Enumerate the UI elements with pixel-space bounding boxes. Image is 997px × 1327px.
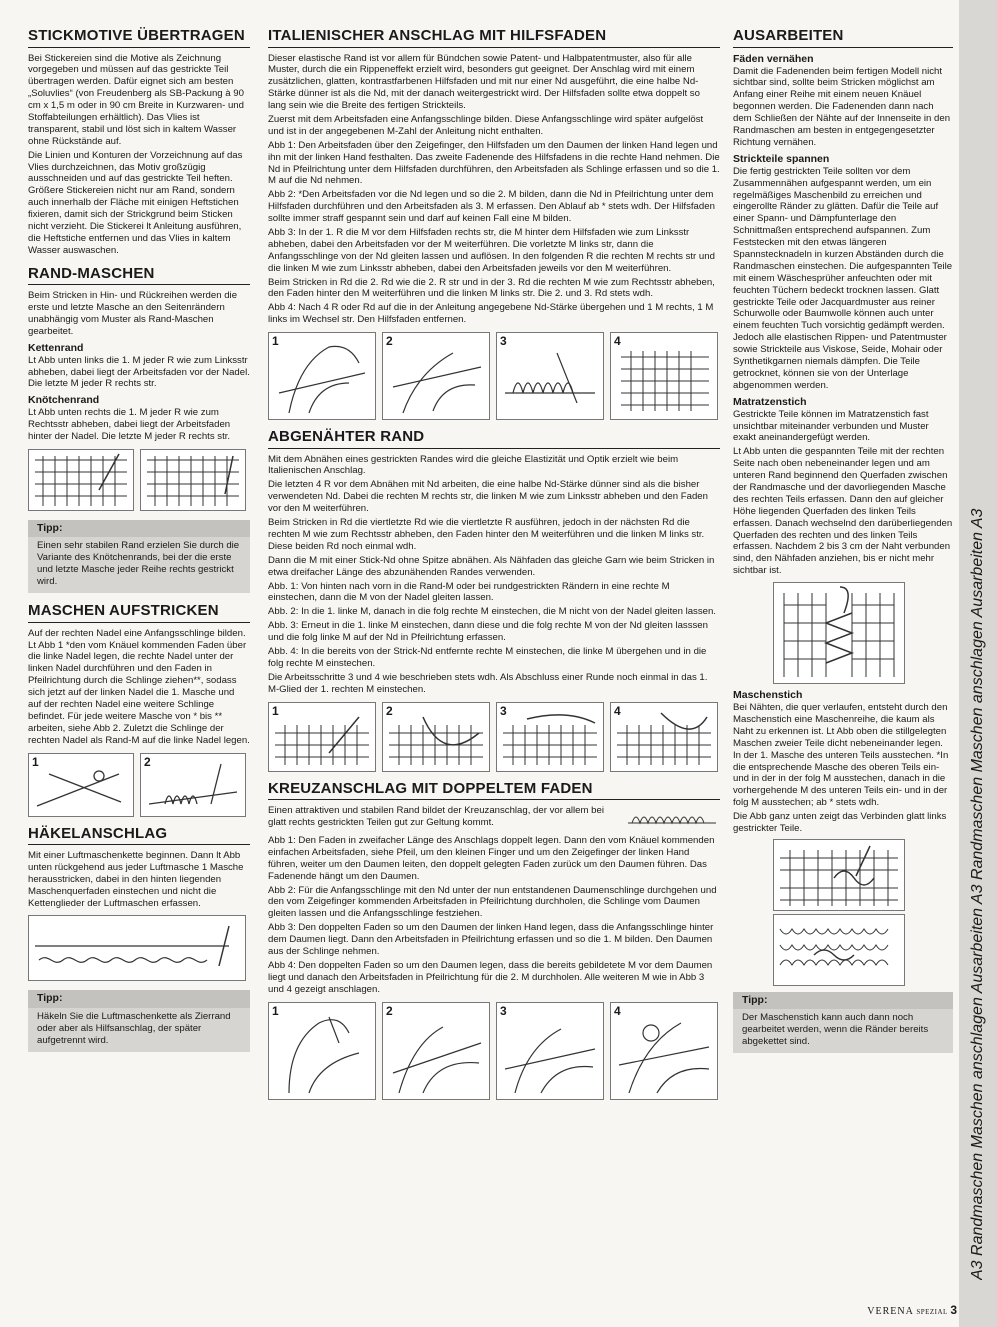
illustration-kreuz-3	[496, 1002, 604, 1100]
paragraph: Lt Abb unten rechts die 1. M jeder R wie zum Rechtsstr abheben, dabei liegt der Arbeitsfaden hinter der Nadel. Die letzte M jeder R rechts str.	[28, 407, 231, 443]
figure-number: 2	[144, 754, 151, 769]
heading-haekelanschlag: HÄKELANSCHLAG	[28, 826, 250, 846]
illustration-maschenstich-1	[773, 839, 905, 911]
paragraph: Abb. 4: In die bereits von der Strick-Nd entfernte rechte M einstechen, die linke M übergehen und in die folg rechte M einstechen.	[268, 645, 707, 669]
paragraph: Abb 2: Für die Anfangsschlinge mit den Nd unter der nun entstandenen Daumenschlinge durchgehen und den vom Zeigefinger kommenden Arbeitsfaden in Pfeilrichtung durchholen, die Schlinge vom Daumen gleiten lassen und die Anfangsschlinge festziehen.	[268, 884, 717, 920]
figure-number: 4	[614, 334, 621, 349]
illustration-italienisch-1	[268, 332, 376, 420]
figure-number: 4	[614, 1003, 621, 1018]
section-stickmotive	[28, 28, 250, 257]
subheading-kettenrand: Kettenrand	[28, 341, 84, 354]
paragraph: Bei Stickereien sind die Motive als Zeichnung vorgegeben und müssen auf das gestrickte Teil übertragen werden. Dafür eignet sich am besten „Soluvlies“ (von Freudenberg als SB-Packung à 90 cm x 1,5 m oder in 90 cm Breite in Kurzwaren- und Stoffabteilungen erhältlich). Das Vlies ist transparent, stabil und löst sich in kaltem Wasser ohne Rückstände auf.	[28, 52, 244, 147]
figure-row-italienisch	[268, 332, 720, 420]
paragraph: Beim Stricken in Rd die viertletzte Rd wie die viertletzte R ausführen, jedoch in der nächsten Rd die rechten M wie zum Rechtsstr abheben, den Faden hinter den M weiterführen und die linken M links str. Diese beiden Rd noch einmal wdh.	[268, 517, 705, 552]
paragraph: Abb 1: Den Faden in zweifacher Länge des Anschlags doppelt legen. Dann den vom Knäuel kommenden einfachen Arbeitsfaden, siehe Pfeil, um den kleinen Finger und um den Zeigefinger der linken Hand führen, weiter um den Daumen leiten, den doppelt gelegten Faden zurück um den Daumen führen. Das Fadenende hängt um den Daumen.	[268, 835, 715, 882]
paragraph: Lt Abb unten links die 1. M jeder R wie zum Linksstr abheben, dabei liegt der Arbeitsfaden vor der Nadel. Die letzte M jeder R rechts str.	[28, 354, 250, 390]
paragraph: Abb 4: Nach 4 R oder Rd auf die in der Anleitung angegebene Nd-Stärke übergehen und 1 M rechts, 1 M links im Wechsel str. Den Hilfsfaden entfernen.	[268, 302, 714, 326]
illustration-abgenaeht-3	[496, 702, 604, 772]
heading-rand-maschen: RAND-MASCHEN	[28, 266, 250, 286]
paragraph: Damit die Fadenenden beim fertigen Modell nicht sichtbar sind, sollte beim Stricken möglichst am Anfang einer Reihe mit einem neuen Knäuel begonnen werden. Die Fadenenden dann nach dem Schließen der Nähte auf der Innenseite in den Randmaschen am besten in entgegengesetzter Richtung vernähen.	[733, 65, 951, 148]
section-kreuzanschlag	[268, 781, 720, 1100]
footer-brand: VERENA	[867, 1306, 914, 1317]
figure-number: 3	[500, 334, 507, 349]
subheading-matratzenstich: Matratzenstich	[733, 395, 807, 408]
figure-number: 2	[386, 334, 393, 349]
tip-title: Tipp:	[28, 990, 250, 1007]
paragraph: Zuerst mit dem Arbeitsfaden eine Anfangsschlinge bilden. Diese Anfangsschlinge wird später aufgelöst und ist in der angegebenen M-Zahl der Anleitung nicht enthalten.	[268, 113, 704, 137]
section-maschen-aufstricken	[28, 603, 250, 816]
right-column	[733, 28, 953, 1063]
figure-number: 1	[272, 703, 279, 718]
figure-row-aufstricken	[28, 753, 250, 817]
paragraph: Bei Nähten, die quer verlaufen, entsteht durch den Maschenstich eine Maschenreihe, die kaum als Naht zu erkennen ist. Lt Abb oben die stillgelegten Maschen zweier Teile dicht nebeneinander legen. In der 1. Masche des unteren Teils ausstechen. *In die entsprechende Masche des oberen Teils ein- und in der in der folg M ausstechen, danach in die vorhergehende M des unteren Teils ein- und in der folg M ausstechen; ab * stets wdh.	[733, 702, 949, 809]
illustration-abgenaeht-4	[610, 702, 718, 772]
illustration-italienisch-4	[610, 332, 718, 420]
figure-number: 3	[500, 1003, 507, 1018]
paragraph: Mit dem Abnähen eines gestrickten Randes wird die gleiche Elastizität und Optik erzielt wie beim Italienischen Anschlag.	[268, 453, 679, 477]
paragraph: Abb 3: In der 1. R die M vor dem Hilfsfaden rechts str, die M hinter dem Hilfsfaden wie zum Linksstr abheben, dabei den Arbeitsfaden vor der M weiterführen. Die vorletzte M links str, dann die Anfangsschlinge von der Nd gleiten lassen und auflösen. In den folgenden R die rechten M rechts str und die linken M wie zum Linksstr abheben, dabei den Arbeitsfaden jeweils vor den M weiterführen.	[268, 226, 715, 274]
paragraph: Abb 2: *Den Arbeitsfaden vor die Nd legen und so die 2. M bilden, dann die Nd in Pfeilrichtung unter dem Hilfsfaden durchführen und den Arbeitsfaden als 3. M erfassen. Den Ablauf ab * stets wdh. Der Hilfsfaden sollte immer straff gespannt sein und darf auf keinen Fall eine M bilden.	[268, 189, 715, 225]
tip-box-haekel	[28, 990, 250, 1051]
subheading-maschenstich: Maschenstich	[733, 689, 803, 702]
illustration-matratzenstich	[773, 582, 905, 684]
kreuz-intro-row	[268, 805, 720, 835]
heading-ausarbeiten: AUSARBEITEN	[733, 28, 953, 48]
illustration-abgenaeht-2	[382, 702, 490, 772]
paragraph: Abb 3: Den doppelten Faden so um den Daumen der linken Hand legen, dass die Anfangsschlinge hinter dem Daumen liegt. Dann den Arbeitsfaden in Pfeilrichtung erfassen und so die 1. M bilden. Den Daumen aus der Schlinge nehmen.	[268, 922, 714, 958]
paragraph: Dieser elastische Rand ist vor allem für Bündchen sowie Patent- und Halbpatentmuster, also für alle Muster, durch die ein Rippeneffekt erzielt wird, besonders gut geeignet. Der Anschlag wird mit einem zusätzlichen, glatten, kontrastfarbenen Hilfsfaden und mit nur einer Nd ausgeführt, die eine halbe Nd-Stärke dünner ist als die Nd, mit der danach weitergestrickt wird. Der Hilfsfaden sollte etwa doppelt so lang sein wie die Breite des fertigen Strickteils.	[268, 52, 700, 112]
paragraph: Abb. 3: Erneut in die 1. linke M einstechen, dann diese und die folg rechte M von der Nd gleiten lasssen und die folg linke M auf der Nd in Pfeilrichtung erfassen.	[268, 620, 708, 644]
paragraph: Abb 1: Den Arbeitsfaden über den Zeigefinger, den Hilfsfaden um den Daumen der linken Hand legen und ihn mit der linken Hand festhalten. Das zweite Fadenende des Hilfsfadens in die rechte Hand nehmen. Die Nd in Pfeilrichtung unter dem Hilfsfaden durchführen, den Arbeitsfaden als Schlinge erfassen und so die 1. M auf die Nd nehmen.	[268, 139, 720, 187]
paragraph: Die Abb ganz unten zeigt das Verbinden glatt links gestrickter Teile.	[733, 811, 947, 835]
illustration-kreuz-2	[382, 1002, 490, 1100]
tip-box-rand	[28, 520, 250, 593]
section-rand-maschen	[28, 266, 250, 511]
middle-column	[268, 28, 720, 1109]
figure-number: 1	[272, 1003, 279, 1018]
paragraph: Die fertig gestrickten Teile sollten vor dem Zusammennähen aufgespannt werden, um ein regelmäßiges Maschenbild zu erreichen und eingerollte Ränder zu glätten. Dafür die Teile auf einer Spann- und Dämpfunterlage den Schnittmaßen entsprechend aufspannen. Zum Feststecken mit den etwas längeren Spannstecknadeln in kurzen Abständen durch die Randmaschen einstechen. Die aufgespannten Teile mit einem Wäschesprüher anfeuchten oder mit feuchten Tüchern bedeckt trocknen lassen. Glatt gestrickte Teile oder Jacquardmuster aus reiner Schurwolle oder Baumwolle können auch unter einem feuchten Tuch vorsichtig gedämpft werden. Jedoch alle elastischen Rippen- und Patentmuster sowie Strickteile aus Viskose, Seide, Mohair oder Synthetikgarnen niemals dämpfen. Die Teile getrocknet, können sie von der Unterlage abgenommen werden.	[733, 165, 953, 391]
sidebar-label: A3 Randmaschen Maschen anschlagen Ausarbeiten A3 Randmaschen Maschen anschlagen Ausarbeiten A3	[969, 508, 986, 1280]
illustration-aufstricken-1	[28, 753, 134, 817]
illustration-italienisch-2	[382, 332, 490, 420]
illustration-kreuz-1	[268, 1002, 376, 1100]
paragraph: Einen attraktiven und stabilen Rand bildet der Kreuzanschlag, der vor allem bei glatt rechts gestrickten Teilen gut zur Geltung kommt.	[268, 805, 604, 828]
paragraph: Die Linien und Konturen der Vorzeichnung auf das Vlies durchzeichnen, das Motiv großzügig ausschneiden und auf das gestrickte Teil heften. Größere Stickereien nicht nur am Rand, sondern auch innerhalb der Fläche mit einigen Heftstichen fixieren, damit sich der Strickgrund beim Sticken nicht verzieht. Die Stickerei lt Anleitung ausführen, die Heftstiche entfernen und das Vlies in kaltem Wasser auswaschen.	[28, 149, 243, 256]
page-number: 3	[950, 1303, 957, 1317]
tip-text: Der Maschenstich kann auch dann noch gearbeitet werden, wenn die Ränder bereits abgekettet sind.	[742, 1012, 929, 1048]
tip-text: Häkeln Sie die Luftmaschenkette als Zierrand oder aber als Hilfsanschlag, der später aufgetrennt wird.	[37, 1010, 231, 1046]
subheading-strickteile-spannen: Strickteile spannen	[733, 152, 830, 165]
chapter-sidebar	[959, 0, 997, 1327]
illustration-kettenrand	[28, 449, 134, 511]
paragraph: Gestrickte Teile können im Matratzenstich fast unsichtbar miteinander verbunden und Muster exakt aneinandergefügt werden.	[733, 408, 929, 444]
tip-title: Tipp:	[733, 992, 953, 1009]
figure-number: 3	[500, 703, 507, 718]
illustration-haekelanschlag	[28, 915, 246, 981]
illustration-italienisch-3	[496, 332, 604, 420]
paragraph: Abb. 1: Von hinten nach vorn in die Rand-M oder bei rundgestrickten Rändern in eine rechte M einstechen, dann die M von der Nadel gleiten lassen.	[268, 580, 670, 604]
illustration-kreuz-4	[610, 1002, 718, 1100]
illustration-maschenstich-2	[773, 914, 905, 986]
heading-italienischer-anschlag: ITALIENISCHER ANSCHLAG MIT HILFSFADEN	[268, 28, 720, 48]
figure-row-abgenaeht	[268, 702, 720, 772]
paragraph: Lt Abb unten die gespannten Teile mit der rechten Seite nach oben nebeneinander legen und am unteren Rand beginnend den Querfaden zwischen der Randmasche und der davorliegenden Masche des rechten Teils erfassen. Dann den auf gleicher Höhe liegenden Querfaden des linken Teils erfassen. Danach wechselnd den darüberliegenden Querfaden des rechten und des linken Teils erfassen. Nachdem 2 bis 3 cm der Naht verbunden sind, den Nähfaden anziehen, bis er nicht mehr sichtbar ist.	[733, 446, 953, 577]
paragraph: Mit einer Luftmaschenkette beginnen. Dann lt Abb unten rückgehend aus jeder Luftmasche 1 Masche herausstricken, dabei in den hinten liegenden Maschenquerfaden einstechen und nicht die Kettenglieder der Luftmaschen erfassen.	[28, 850, 244, 909]
sidebar-label-wrap	[965, 160, 991, 1280]
subheading-knoetchenrand: Knötchenrand	[28, 394, 100, 407]
figure-row-rand	[28, 449, 250, 511]
section-haekelanschlag	[28, 826, 250, 982]
paragraph: Die Arbeitsschritte 3 und 4 wie beschrieben stets wdh. Als Abschluss einer Runde noch einmal in das 1. M-Glied der 1. rechten M einstechen.	[268, 671, 708, 695]
tip-title: Tipp:	[28, 520, 250, 537]
figure-row-kreuz	[268, 1002, 720, 1100]
figure-number: 2	[386, 703, 393, 718]
paragraph: Abb. 2: In die 1. linke M, danach in die folg rechte M einstechen, die M nicht von der Nadel gleiten lassen.	[268, 606, 716, 618]
paragraph: Die letzten 4 R vor dem Abnähen mit Nd arbeiten, die eine halbe Nd-Stärke dünner sind als die bisher verwendeten Nd. Dabei die rechten M rechts str, die linken M wie zum Linksstr abheben und den Faden vor den M weiterführen.	[268, 479, 708, 515]
heading-abgenaehter-rand: ABGENÄHTER RAND	[268, 429, 720, 449]
paragraph: Beim Stricken in Rd die 2. Rd wie die 2. R str und in der 3. Rd die rechten M wie zum Rechtsstr abheben, den Faden hinter den M weiterführen und die linken M links str. Die 2. und 3. Rd stets wdh.	[268, 276, 715, 300]
page-footer	[867, 1303, 957, 1317]
footer-issue: SPEZIAL	[916, 1308, 948, 1316]
figure-number: 1	[272, 334, 279, 349]
subheading-faeden-vernaehen: Fäden vernähen	[733, 52, 814, 65]
tip-box-maschenstich	[733, 992, 953, 1053]
figure-number: 2	[386, 1003, 393, 1018]
heading-kreuzanschlag: KREUZANSCHLAG MIT DOPPELTEM FADEN	[268, 781, 720, 801]
heading-stickmotive: STICKMOTIVE ÜBERTRAGEN	[28, 28, 250, 48]
illustration-abgenaeht-1	[268, 702, 376, 772]
figure-number: 4	[614, 703, 621, 718]
illustration-kreuzanschlag-edge	[624, 805, 720, 835]
figure-number: 1	[32, 754, 39, 769]
paragraph: Dann die M mit einer Stick-Nd ohne Spitze abnähen. Als Nähfaden das gleiche Garn wie beim Stricken in etwa dreifacher Länge des abzunähenden Randes verwenden.	[268, 554, 715, 578]
illustration-knoetchenrand	[140, 449, 246, 511]
section-italienischer-anschlag	[268, 28, 720, 420]
paragraph: Beim Stricken in Hin- und Rückreihen werden die erste und letzte Masche an den Seitenrändern unabhängig vom Muster als Rand-Maschen gearbeitet.	[28, 290, 238, 337]
tip-text: Einen sehr stabilen Rand erzielen Sie durch die Variante des Knötchenrands, bei der die erste und letzte Masche jeder Reihe rechts gestrickt wird.	[37, 540, 240, 588]
section-abgenaehter-rand	[268, 429, 720, 771]
illustration-aufstricken-2	[140, 753, 246, 817]
paragraph: Auf der rechten Nadel eine Anfangsschlinge bilden. Lt Abb 1 *den vom Knäuel kommenden Faden über die linke Nadel legen, die rechte Nadel unter der linken Nadel durchführen und den Faden in Pfeilrichtung durch die Schlinge ziehen**, sodass sich jetzt auf der linken Nadel die 1. Masche und auf der rechten Nadel eine weitere Schlinge befindet. Für jede weitere Masche von * bis ** arbeiten, siehe Abb 2. Zuletzt die Schlinge der rechten Nadel als Rand-M auf die linke Nadel legen.	[28, 627, 250, 746]
heading-maschen-aufstricken: MASCHEN AUFSTRICKEN	[28, 603, 250, 623]
left-column	[28, 28, 250, 1062]
paragraph: Abb 4: Den doppelten Faden so um den Daumen legen, dass die bereits gebildetete M vor dem Daumen liegt und danach den Arbeitsfaden in Pfeilrichtung für die 2. M durchholen. Alle weiteren M wie in Abb 3 und 4 gezeigt anschlagen.	[268, 959, 713, 995]
